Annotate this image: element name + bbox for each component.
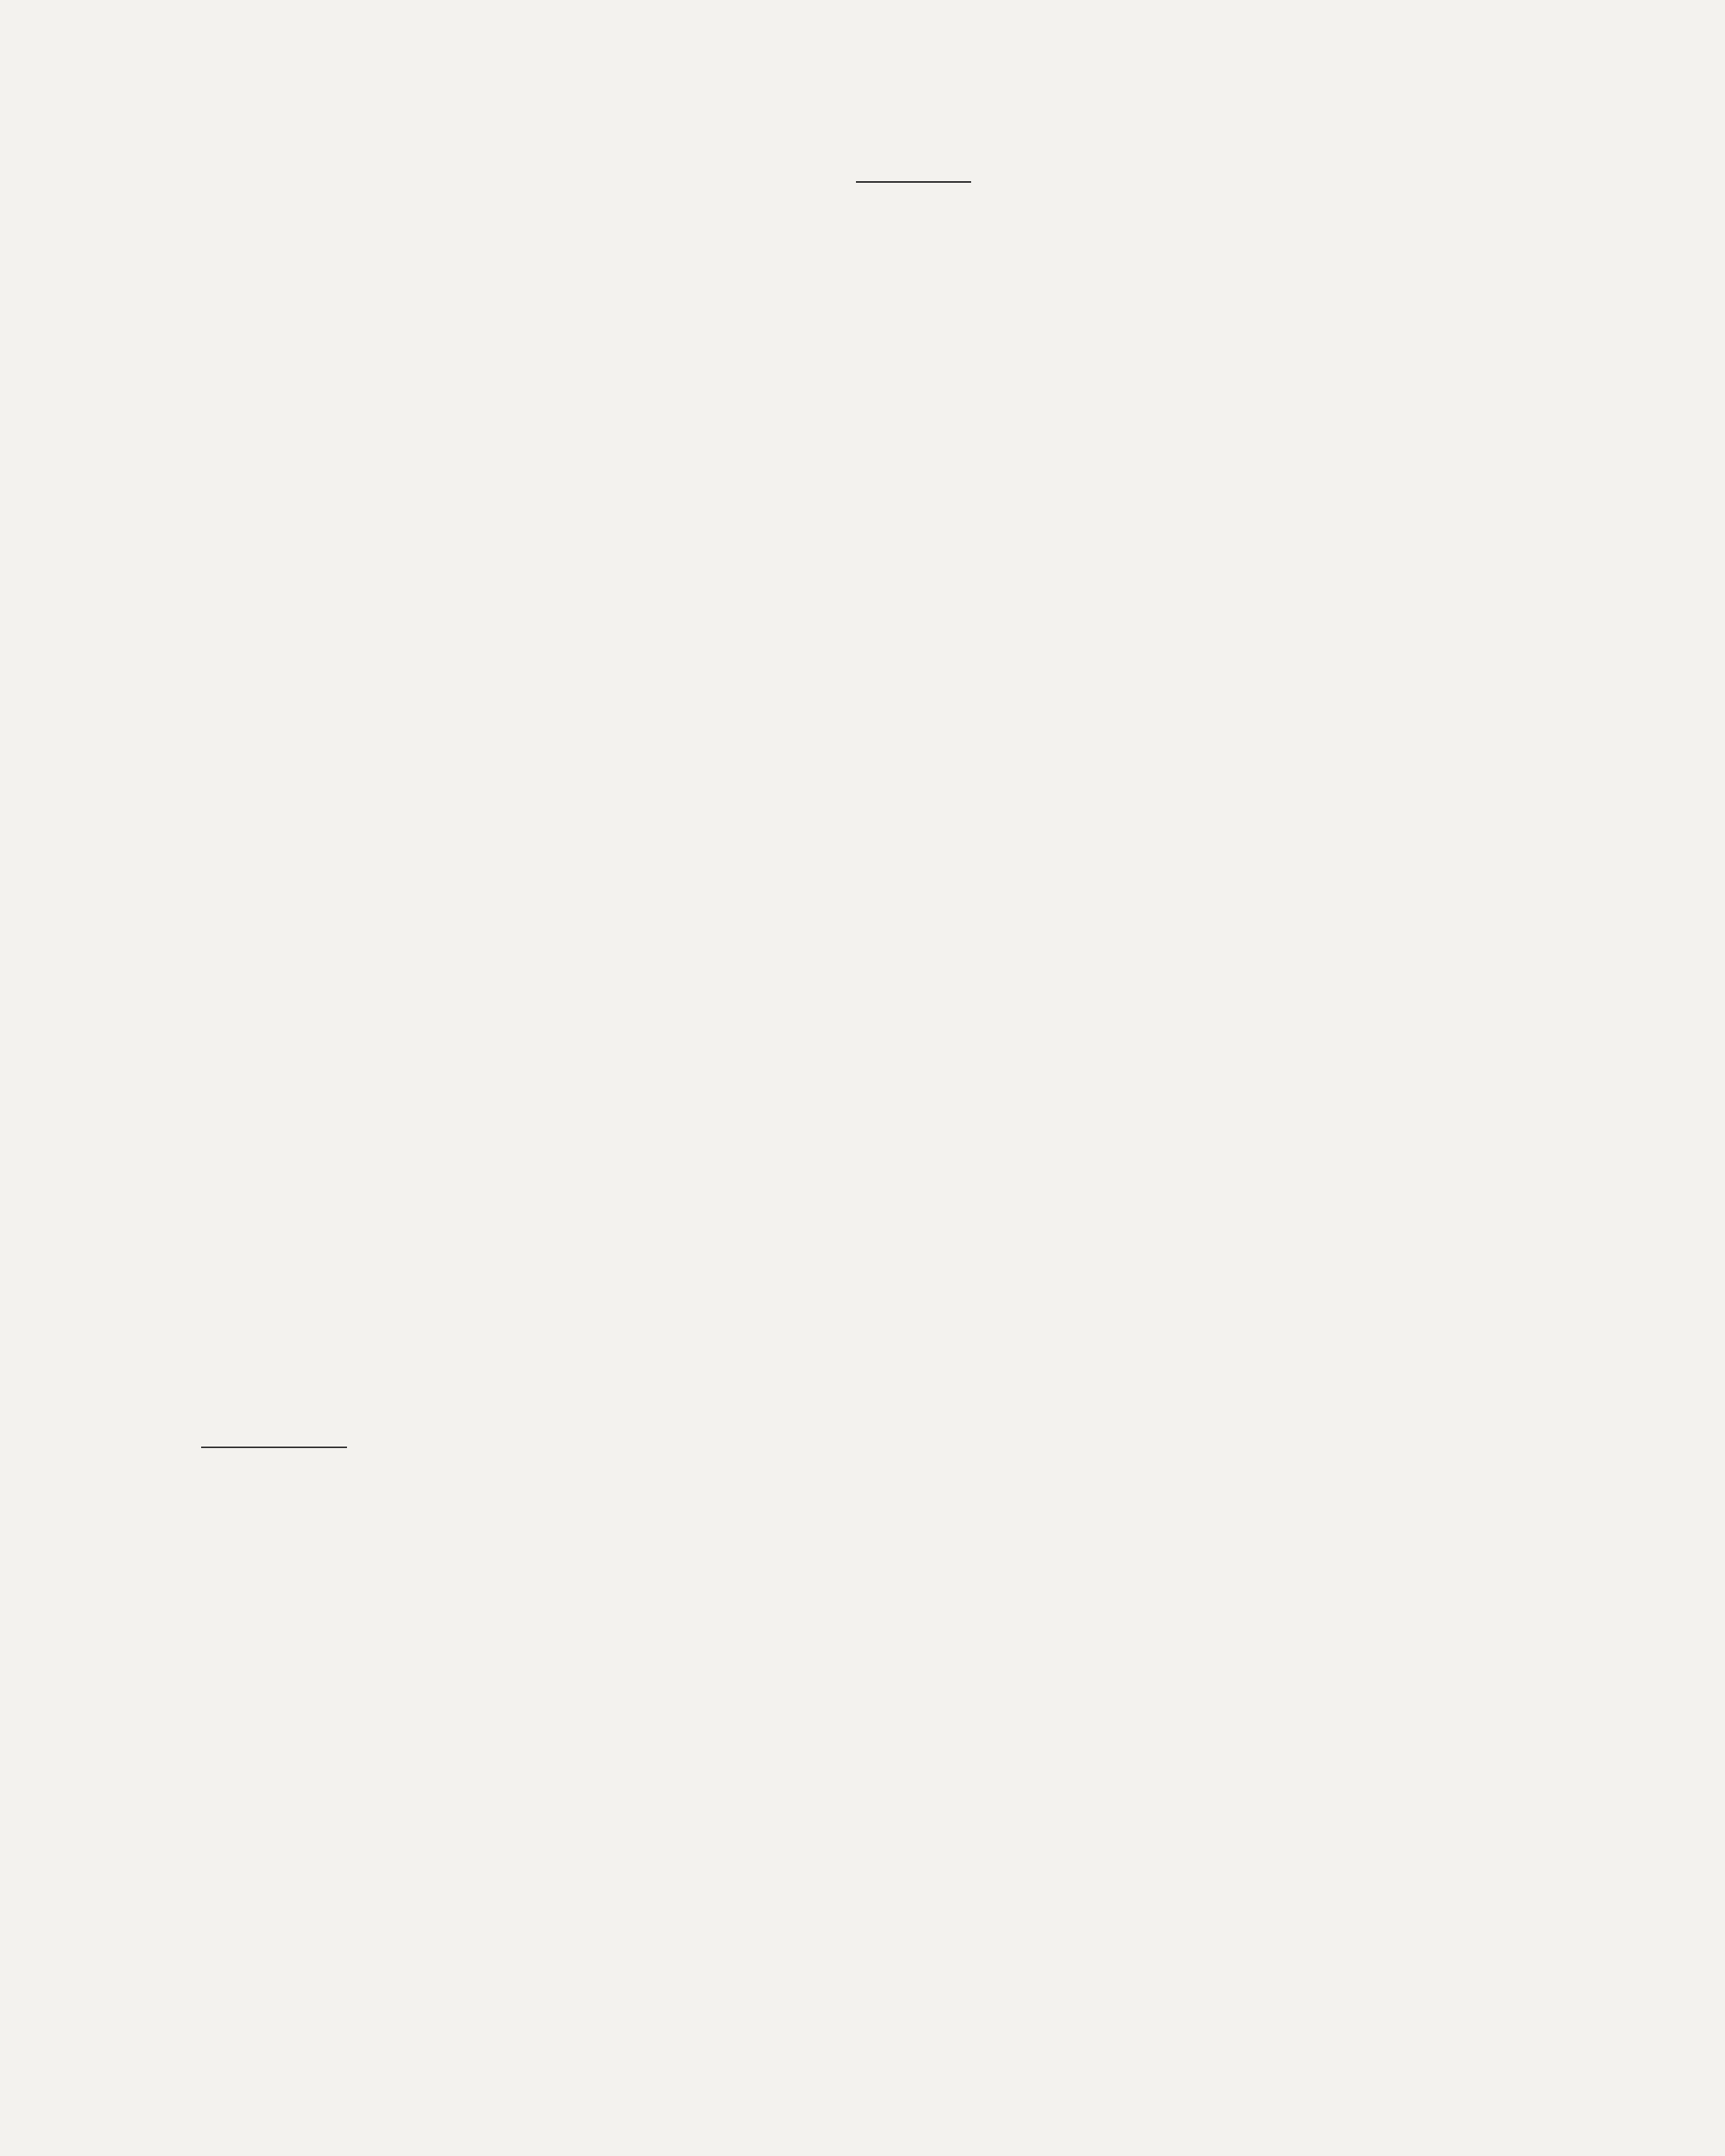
page-number-rule (856, 181, 971, 183)
footnotes (216, 1456, 1606, 1467)
document-body (216, 221, 1606, 243)
footnote-rule (201, 1447, 347, 1448)
